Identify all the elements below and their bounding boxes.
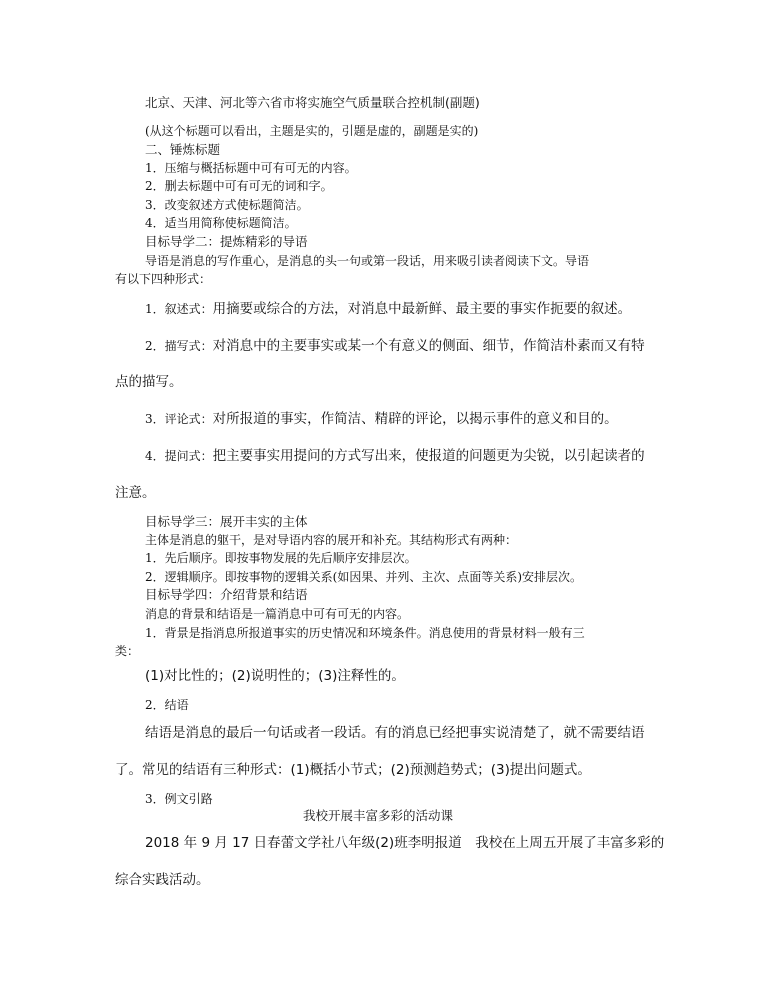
paragraph-line: 2018 年 9 月 17 日春蕾文学社八年级(2)班李明报道 我校在上周五开展了丰富多彩的: [145, 835, 665, 851]
list-item: 2．删去标题中可有可无的词和字。: [145, 179, 333, 193]
list-item-label: 4．提问式：: [145, 449, 213, 463]
paragraph-line: 结语是消息的最后一句话或者一段话。有的消息已经把事实说清楚了，就不需要结语: [145, 725, 645, 741]
list-item-text: 对消息中的主要事实或某一个有意义的侧面、细节，作简洁朴素而又有特: [212, 338, 645, 354]
list-item-text: 用摘要或综合的方法，对消息中最新鲜、最主要的事实作扼要的叙述。: [212, 301, 632, 317]
list-item: 1．压缩与概括标题中可有可无的内容。: [145, 161, 357, 175]
section-heading: 目标导学四：介绍背景和结语: [145, 587, 308, 602]
list-item: [145, 447, 645, 465]
example-article-title: 我校开展丰富多彩的活动课: [303, 808, 454, 823]
section-heading: 二、锤炼标题: [145, 142, 221, 157]
list-item: 2．逻辑顺序。即按事物的逻辑关系(如因果、并列、主次、点面等关系)安排层次。: [145, 570, 583, 584]
paragraph-line: (1)对比性的；(2)说明性的；(3)注释性的。: [145, 668, 405, 684]
paragraph-line: 有以下四种形式：: [115, 272, 212, 286]
note-paragraph: (从这个标题可以看出，主题是实的，引题是虚的，副题是实的): [145, 124, 479, 138]
list-item: 3．改变叙述方式使标题简洁。: [145, 198, 309, 212]
list-item: 4．适当用简称使标题简洁。: [145, 216, 297, 230]
list-item: 3．例文引路: [145, 792, 213, 806]
section-heading: 目标导学三：展开丰实的主体: [145, 514, 308, 529]
list-item-text: 把主要事实用提问的方式写出来，使报道的问题更为尖锐，以引起读者的: [212, 448, 645, 464]
list-item: 1．先后顺序。即按事物发展的先后顺序安排层次。: [145, 551, 417, 565]
paragraph-line: 点的描写。: [115, 374, 183, 390]
section-heading: 目标导学二：提炼精彩的导语: [145, 234, 308, 249]
paragraph-line: 消息的背景和结语是一篇消息中可有可无的内容。: [145, 607, 410, 621]
list-item-label: 2．描写式：: [145, 339, 213, 353]
paragraph-line: 类：: [115, 644, 140, 658]
list-item-label: 1．叙述式：: [145, 302, 213, 316]
paragraph-line: 主体是消息的躯干，是对导语内容的展开和补充。其结构形式有两种：: [145, 533, 518, 547]
list-item: [145, 337, 645, 355]
paragraph-line: 了。常见的结语有三种形式：(1)概括小节式；(2)预测趋势式；(3)提出问题式。: [115, 762, 591, 778]
list-item: [145, 300, 631, 318]
list-item: 2．结语: [145, 698, 189, 712]
list-item-label: 3．评论式：: [145, 412, 213, 426]
list-item: [145, 410, 618, 428]
paragraph-line: 注意。: [115, 485, 156, 501]
paragraph-line: 导语是消息的写作重心，是消息的头一句或第一段话，用来吸引读者阅读下文。导语: [145, 254, 590, 268]
subtitle-example: 北京、天津、河北等六省市将实施空气质量联合控机制(副题): [145, 95, 480, 110]
list-item-text: 对所报道的事实，作简洁、精辟的评论，以揭示事件的意义和目的。: [212, 411, 618, 427]
paragraph-line: 1．背景是指消息所报道事实的历史情况和环境条件。消息使用的背景材料一般有三: [145, 626, 585, 640]
paragraph-line: 综合实践活动。: [115, 872, 210, 888]
